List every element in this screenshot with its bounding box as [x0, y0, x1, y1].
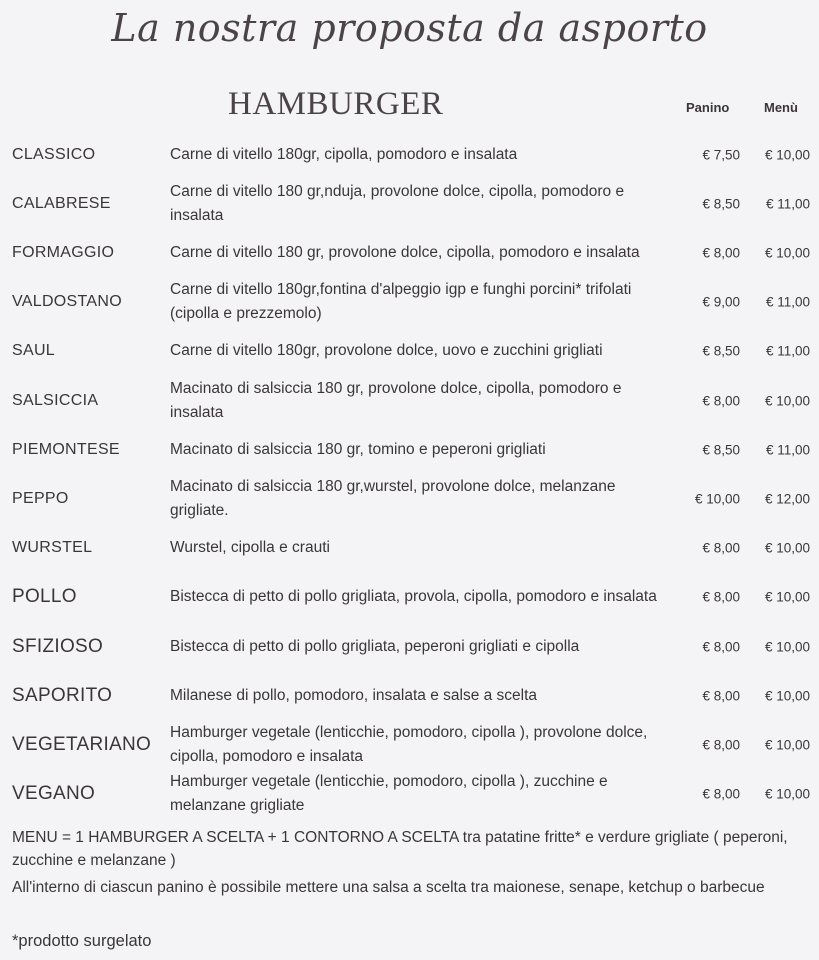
menu-item-row — [0, 524, 819, 573]
item-name: VEGETARIANO — [12, 733, 152, 755]
menu-note: MENU = 1 HAMBURGER A SCELTA + 1 CONTORNO A SCELTA tra patatine fritte* e verdure grigliate ( peperoni, zucchine e melanzane ) — [12, 829, 788, 869]
menu-item-row — [0, 179, 819, 228]
item-price-menu: € 12,00 — [764, 491, 810, 507]
item-price-menu: € 10,00 — [764, 540, 810, 556]
item-price-panino: € 8,00 — [702, 540, 740, 556]
item-name: POLLO — [12, 586, 77, 608]
item-name: PEPPO — [12, 489, 69, 507]
item-name: VALDOSTANO — [12, 293, 122, 311]
item-name: WURSTEL — [12, 539, 93, 557]
item-price-menu: € 10,00 — [764, 245, 810, 261]
menu-item-row — [0, 376, 819, 425]
item-name: VEGANO — [12, 783, 96, 805]
item-price-menu: € 11,00 — [765, 196, 810, 212]
item-description: Carne di vitello 180gr,fontina d'alpeggio igp e funghi porcini* trifolati (cipolla e prezzemolo) — [170, 281, 632, 323]
frozen-note: *prodotto surgelato — [12, 932, 152, 950]
item-name: FORMAGGIO — [12, 243, 115, 261]
item-price-menu: € 10,00 — [764, 393, 810, 408]
item-description: Carne di vitello 180 gr, provolone dolce, cipolla, pomodoro e insalata — [170, 243, 640, 261]
menu-item-row — [0, 573, 819, 622]
item-description: Milanese di pollo, pomodoro, insalata e salse a scelta — [170, 686, 538, 704]
item-price-menu: € 10,00 — [764, 147, 810, 162]
item-description: Bistecca di petto di pollo grigliata, peperoni grigliati e cipolla — [170, 637, 580, 655]
item-name: SFIZIOSO — [12, 635, 104, 657]
item-price-panino: € 8,00 — [702, 245, 740, 261]
item-price-panino: € 10,00 — [694, 491, 740, 507]
item-price-menu: € 10,00 — [764, 688, 810, 704]
item-name: CLASSICO — [12, 145, 96, 163]
item-name: SALSICCIA — [12, 391, 99, 409]
item-name: CALABRESE — [12, 194, 111, 212]
menu-item-row — [0, 327, 819, 376]
item-description: Macinato di salsiccia 180 gr, provolone dolce, cipolla, pomodoro e insalata — [170, 379, 622, 421]
menu-item-row — [0, 425, 819, 474]
item-description: Carne di vitello 180gr, cipolla, pomodoro e insalata — [170, 145, 518, 163]
column-header-panino: Panino — [686, 100, 730, 115]
item-price-menu: € 10,00 — [764, 639, 810, 654]
sauce-note: All'interno di ciascun panino è possibile mettere una salsa a scelta tra maionese, senape, ketchup o barbecue — [12, 879, 765, 896]
section-title: HAMBURGER — [228, 86, 444, 122]
item-price-panino: € 7,50 — [702, 147, 740, 162]
menu-item-row — [0, 474, 819, 523]
item-name: SAUL — [12, 342, 55, 360]
menu-item-row — [0, 228, 819, 277]
item-name: PIEMONTESE — [12, 440, 120, 458]
item-description: Carne di vitello 180gr, provolone dolce, uovo e zucchini grigliati — [170, 342, 603, 360]
item-price-menu: € 11,00 — [765, 294, 810, 310]
item-price-menu: € 11,00 — [765, 343, 810, 359]
item-price-menu: € 11,00 — [765, 442, 810, 458]
menu-item-row — [0, 671, 819, 720]
menu-item-row — [0, 720, 819, 769]
item-price-panino: € 8,00 — [702, 688, 740, 704]
item-price-menu: € 10,00 — [764, 786, 810, 802]
menu-item-row — [0, 130, 819, 179]
item-description: Carne di vitello 180 gr,nduja, provolone dolce, cipolla, pomodoro e insalata — [170, 182, 625, 224]
item-price-panino: € 8,50 — [702, 343, 740, 359]
item-price-panino: € 8,00 — [702, 786, 740, 802]
item-price-panino: € 8,00 — [702, 393, 740, 408]
item-price-panino: € 8,50 — [702, 442, 740, 458]
item-description: Bistecca di petto di pollo grigliata, provola, cipolla, pomodoro e insalata — [170, 588, 657, 606]
item-price-panino: € 8,50 — [702, 196, 740, 212]
column-header-menu: Menù — [764, 100, 798, 115]
item-price-panino: € 8,00 — [702, 639, 740, 654]
item-price-panino: € 9,00 — [702, 294, 740, 310]
item-description: Hamburger vegetale (lenticchie, pomodoro, cipolla ), zucchine e melanzane grigliate — [170, 773, 608, 815]
item-price-menu: € 10,00 — [764, 589, 810, 605]
menu-item-row — [0, 622, 819, 671]
item-price-menu: € 10,00 — [764, 737, 810, 753]
item-description: Wurstel, cipolla e crauti — [170, 539, 330, 557]
item-description: Macinato di salsiccia 180 gr, tomino e peperoni grigliati — [170, 440, 546, 458]
item-price-panino: € 8,00 — [702, 737, 740, 753]
item-description: Hamburger vegetale (lenticchie, pomodoro, cipolla ), provolone dolce, cipolla, pomodoro e insalata — [170, 723, 648, 765]
item-name: SAPORITO — [12, 684, 113, 706]
item-description: Macinato di salsiccia 180 gr,wurstel, provolone dolce, melanzane grigliate. — [170, 477, 616, 519]
page-title: La nostra proposta da asporto — [111, 6, 708, 50]
menu-item-row — [0, 770, 819, 819]
menu-item-row — [0, 278, 819, 327]
item-price-panino: € 8,00 — [702, 589, 740, 605]
